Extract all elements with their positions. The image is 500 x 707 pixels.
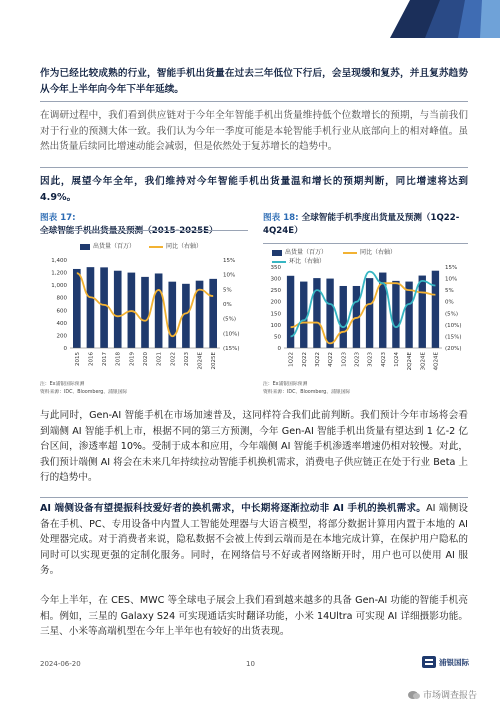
chart18-title-text: 全球智能手机季度出货量及预测（1Q22-4Q24E） xyxy=(263,213,460,236)
chart17-bar xyxy=(114,271,122,348)
chart18-bar xyxy=(300,282,307,348)
chart17-label: 图表 xyxy=(40,213,58,223)
chart18-ytick-right: 10% xyxy=(445,276,458,283)
chart18-ytick-right: (20%) xyxy=(445,346,462,352)
chart17-bar xyxy=(100,267,108,348)
chart18-label: 图表 xyxy=(263,213,281,223)
separator xyxy=(40,167,468,168)
chart18-xtick: 1Q22 xyxy=(288,352,295,367)
chart17-ytick-left: 200 xyxy=(56,333,67,340)
chart18-title xyxy=(263,212,473,238)
chart17-bar xyxy=(168,282,176,348)
chart17-ytick-right: 0% xyxy=(223,302,232,308)
chart17-ytick-left: 600 xyxy=(56,308,67,315)
chart17-bar xyxy=(87,267,95,348)
chart17-num: 17: xyxy=(60,213,76,223)
chart17-xtick: 2016 xyxy=(88,352,95,366)
chart17-ytick-left: 0 xyxy=(63,346,67,352)
chart17-title xyxy=(40,212,255,238)
chart17-ytick-left: 400 xyxy=(56,320,67,327)
chart18-xtick: 1Q24 xyxy=(393,352,400,367)
chart18-ytick-right: 15% xyxy=(445,265,458,271)
forecast-bold-paragraph: 因此，展望今年全年，我们维持对今年智能手机出货量温和增长的预期判断，同比增速将达到 4.9%。 xyxy=(40,176,468,203)
chart18-legend-line2: 环比（右轴） xyxy=(272,256,325,265)
chart17-ytick-right: (15%) xyxy=(223,346,240,352)
chart18-xtick: 3Q22 xyxy=(314,352,321,367)
chart17-legend-line: 同比（右轴） xyxy=(149,241,202,250)
chart18-source: 资料来源：IDC、Bloomberg、浦银国际 xyxy=(263,390,351,395)
wechat-icon xyxy=(408,690,420,700)
chart17-ytick-right: 10% xyxy=(223,272,236,279)
chart17-xtick: 2022 xyxy=(170,352,177,366)
chart17-xtick: 2025E xyxy=(211,352,218,370)
chart17-legend-bar: 出货量（百万） xyxy=(80,241,135,250)
chart18-line-yoy xyxy=(291,283,436,343)
chart18-xtick: 1Q23 xyxy=(341,352,348,367)
edge-ai-body: AI 端侧设备在手机、PC、专用设备中内置人工智能处理器与大语言模型，将部分数据计算用内置于本地的 AI 处理器完成。对于消费者来说，隐私数据不会被上传到云端而是在本地完成计算，在保护用户隐私的同时可以实现更强的定制化服务。同时，在网络信号不好或者网络断开时，用户也可以使用 AI 服务。 xyxy=(40,503,468,576)
chart18-xtick: 2Q24E xyxy=(407,352,414,371)
chart17-ytick-right: (5%) xyxy=(223,316,237,323)
chart18-bar xyxy=(313,278,320,348)
chart18-note: 注：Ex浦银国际预测 xyxy=(263,382,308,387)
chart18-num: 18: xyxy=(283,213,299,223)
chart18-bar xyxy=(340,286,347,348)
separator xyxy=(40,101,468,102)
chart18-ytick-left: 200 xyxy=(270,299,281,306)
chart17-source: 资料来源：IDC、Bloomberg、浦银国际 xyxy=(40,390,128,395)
chart18-xtick: 3Q24E xyxy=(420,352,427,371)
chart18-legend-bar: 出货量（百万） xyxy=(272,247,327,256)
chart17-xtick: 2020 xyxy=(143,352,149,366)
chart17-ytick-right: 5% xyxy=(223,287,232,294)
chart18-ytick-right: 0% xyxy=(445,299,454,306)
gen-ai-paragraph: 与此同时，Gen-AI 智能手机在市场加速普及，这同样符合我们此前判断。我们预计今年市场将会看到端侧 AI 智能手机上市，根据不同的第三方预测，今年 Gen-AI 智能手机出货量有望达到 1 亿-2 亿台区间，渗透率超 10%。受制于成本和应用，今年端侧 AI 智能手机渗透率增速仍相对较慢。对此，我们预计端侧 AI 将会在未来几年持续拉动智能手机换机需求，消费电子供应链正在处于行业 Beta 上行的趋势中。 xyxy=(40,410,468,483)
chart17-xtick: 2019 xyxy=(129,352,136,366)
chart17-plot xyxy=(40,252,252,380)
chart17-xtick: 2021 xyxy=(156,352,163,366)
chart17-xtick: 2015 xyxy=(74,352,81,366)
chart18-legend-line1: 同比（右轴） xyxy=(343,247,396,256)
chart18-bar xyxy=(366,278,373,348)
chart18-ytick-left: 150 xyxy=(270,311,281,318)
separator xyxy=(40,497,468,498)
supply-chain-paragraph: 在调研过程中，我们看到供应链对于今年全年智能手机出货量维持低个位数增长的预期，与当前我们对于行业的预测大体一致。我们认为今年一季度可能是本轮智能手机行业从底部向上的相对峰值。虽然出货量后续同比增速动能会减弱，但是依然处于复苏增长的趋势中。 xyxy=(40,110,468,152)
watermark-text: 市场调查报告 xyxy=(423,691,478,701)
chart18-bar xyxy=(405,282,412,348)
chart17-ytick-left: 800 xyxy=(56,295,67,302)
chart18-bar xyxy=(287,276,294,348)
chart18-ytick-right: (10%) xyxy=(445,322,462,329)
chart18-xtick: 2Q23 xyxy=(354,352,361,367)
chart18-ytick-right: (15%) xyxy=(445,334,462,341)
chart17-ytick-right: 15% xyxy=(223,258,236,264)
chart17-bar xyxy=(73,269,81,348)
chart17-legend xyxy=(80,241,202,250)
chart17-xtick: 2024E xyxy=(197,352,204,370)
chart18-xtick: 4Q22 xyxy=(328,352,335,367)
chart18-xtick: 2Q22 xyxy=(301,352,308,367)
chart17-ytick-left: 1,400 xyxy=(51,258,67,264)
chart17-rule xyxy=(40,230,248,231)
chart17-title-text: 全球智能手机出货量及预测（2015-2025E） xyxy=(40,226,218,236)
chart18-legend xyxy=(272,247,396,256)
chart17-ytick-left: 1,000 xyxy=(51,283,67,290)
footer-date: 2024-06-20 xyxy=(40,660,81,668)
chart18-line-qoq xyxy=(291,272,436,337)
chart18-ytick-left: 0 xyxy=(277,346,281,352)
logo-icon xyxy=(422,656,436,668)
chart18-plot xyxy=(262,262,472,380)
brand-logo xyxy=(422,656,469,668)
events-paragraph: 今年上半年，在 CES、MWC 等全球电子展会上我们看到越来越多的具备 Gen-AI 功能的智能手机亮相。例如，三星的 Galaxy S24 可实现通话实时翻译功能，小米 14Ultra 可实现 AI 详细摄影功能。三星、小米等高端机型在今年上半年也有较好的出货表现。 xyxy=(40,595,468,637)
page-number: 10 xyxy=(246,660,255,668)
chart17-ytick-left: 1,200 xyxy=(51,270,67,277)
chart17-xtick: 2018 xyxy=(115,352,122,366)
chart18-ytick-left: 350 xyxy=(270,265,281,271)
chart18-xtick: 3Q23 xyxy=(367,352,374,367)
chart17-bar xyxy=(155,273,163,348)
chart18-bar xyxy=(419,276,426,348)
chart18-xtick: 4Q24E xyxy=(433,352,440,371)
chart18-bar xyxy=(392,281,399,348)
chart18-xtick: 4Q23 xyxy=(380,352,387,367)
chart17-note: 注：Ex浦银国际预测 xyxy=(40,382,85,387)
chart17-bar xyxy=(141,277,149,348)
chart17-xtick: 2017 xyxy=(102,352,109,366)
chart18-ytick-right: 5% xyxy=(445,288,454,295)
chart18-bar xyxy=(432,271,439,348)
edge-ai-paragraph xyxy=(40,501,468,579)
chart17-xtick: 2023 xyxy=(183,352,190,366)
chart18-ytick-left: 50 xyxy=(274,334,281,341)
intro-bold-paragraph: 作为已经比较成熟的行业，智能手机出货量在过去三年低位下行后，会呈现缓和复苏，并且复苏趋势从今年上半年向今年下半年延续。 xyxy=(40,68,468,95)
chart17-bar xyxy=(209,279,217,348)
logo-text: 浦银国际 xyxy=(439,657,469,667)
chart18-ytick-left: 100 xyxy=(270,322,281,329)
watermark xyxy=(408,688,477,701)
chart18-bar xyxy=(326,279,333,348)
chart18-ytick-left: 250 xyxy=(270,288,281,295)
chart18-ytick-right: (5%) xyxy=(445,311,459,318)
header-decoration xyxy=(370,0,500,38)
chart18-ytick-left: 300 xyxy=(270,276,281,283)
chart17-ytick-right: (10%) xyxy=(223,331,240,338)
edge-ai-lead: AI 端侧设备有望提振科技爱好者的换机需求，中长期将逐渐拉动非 AI 手机的换机需求。 xyxy=(40,503,427,514)
chart18-rule xyxy=(263,243,468,244)
